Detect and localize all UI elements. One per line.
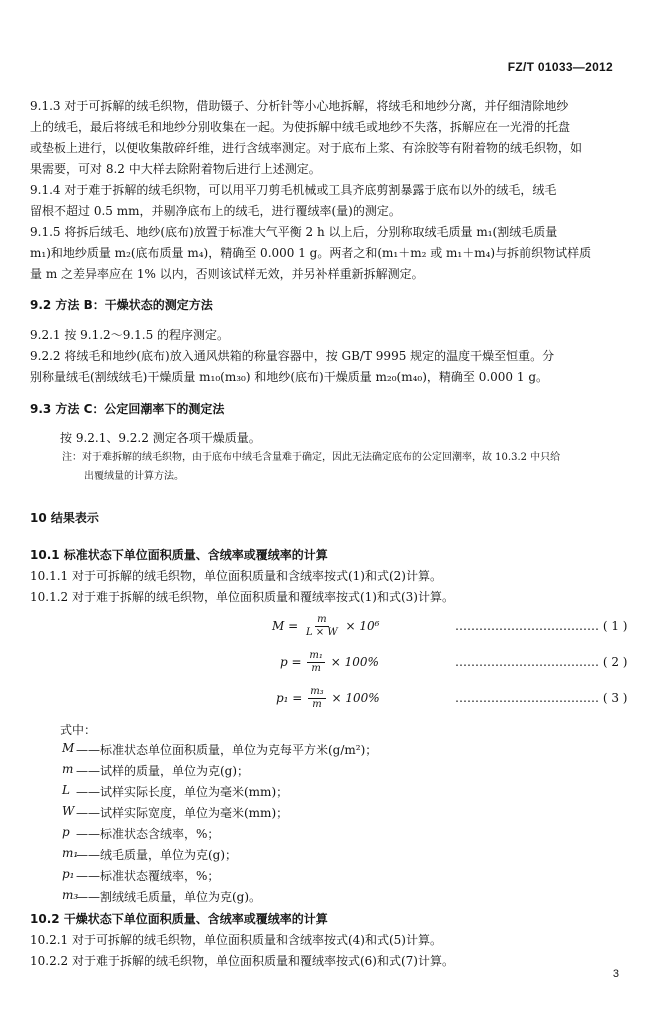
formula-1: [272, 614, 379, 639]
where-label: 式中：: [60, 723, 97, 737]
var-symbol: m₁: [62, 846, 79, 860]
section-10-1-title: 10.1 标准状态下单位面积质量、含绒率或覆绒率的计算: [30, 548, 328, 562]
var-symbol: m: [62, 762, 74, 776]
var-symbol: M: [62, 741, 75, 755]
formula-3-leader: [455, 691, 627, 705]
formula-2-lhs: p =: [280, 655, 302, 669]
formula-1-leader: [455, 619, 627, 633]
formula-3-rhs: × 100%: [331, 691, 380, 705]
para-9-1-4-line-1: 9.1.4 对于难于拆解的绒毛织物，可以用平刀剪毛机械或工具齐底剪割暴露于底布以外的绒毛，绒毛: [30, 183, 557, 197]
formula-2-denominator: m: [311, 663, 321, 674]
var-symbol: W: [62, 804, 75, 818]
para-10-2-1: 10.2.1 对于可拆解的绒毛织物，单位面积质量和含绒率按式(4)和式(5)计算。: [30, 933, 442, 947]
var-description: ——标准状态含绒率，%；: [76, 827, 220, 841]
formula-3-fraction: [308, 686, 326, 711]
formula-1-number: ( 1 ): [602, 619, 628, 633]
para-9-1-5-line-1: 9.1.5 将拆后绒毛、地纱(底布)放置于标准大气平衡 2 h 以上后，分别称取绒毛质量 m₁(割绒毛质量: [30, 225, 558, 239]
formula-2-numerator: m₁: [309, 650, 323, 661]
para-9-2-2-line-2: 别称量绒毛(割绒绒毛)干燥质量 m₁₀(m₃₀) 和地纱(底布)干燥质量 m₂₀(m₄₀)，精确至 0.000 1 g。: [30, 370, 549, 384]
var-description: ——试样实际宽度，单位为毫米(mm)；: [76, 806, 289, 820]
formula-1-fraction: [304, 614, 340, 639]
section-9-2-title: 9.2 方法 B：干燥状态的测定方法: [30, 298, 213, 312]
para-9-2-2-line-1: 9.2.2 将绒毛和地纱(底布)放入通风烘箱的称量容器中，按 GB/T 9995 规定的温度干燥至恒重。分: [30, 349, 555, 363]
formula-1-numerator: m: [317, 614, 327, 625]
var-description: ——标准状态单位面积质量，单位为克每平方米(g/m²)；: [76, 743, 378, 757]
var-symbol: L: [62, 783, 70, 797]
formula-2-dots: ………………………………: [455, 655, 599, 669]
para-9-1-3-line-1: 9.1.3 对于可拆解的绒毛织物，借助镊子、分析针等小心地拆解，将绒毛和地纱分离，并仔细清除地纱: [30, 99, 569, 113]
var-description: ——试样实际长度，单位为毫米(mm)；: [76, 785, 289, 799]
para-10-1-2: 10.1.2 对于难于拆解的绒毛织物，单位面积质量和覆绒率按式(1)和式(3)计算。: [30, 590, 454, 604]
section-10-title: 10 结果表示: [30, 511, 99, 525]
para-9-3-body: 按 9.2.1、9.2.2 测定各项干燥质量。: [60, 431, 261, 445]
para-9-1-5-line-2: m₁)和地纱质量 m₂(底布质量 m₄)，精确至 0.000 1 g。两者之和(m₁＋m₂ 或 m₁＋m₄)与拆前织物试样质: [30, 246, 592, 260]
section-9-3-title: 9.3 方法 C：公定回潮率下的测定法: [30, 402, 225, 416]
formula-1-denominator: L × W: [305, 627, 338, 638]
para-9-1-5-line-3: 量 m 之差异率应在 1% 以内，否则该试样无效，并另补样重新拆解测定。: [30, 267, 424, 281]
para-9-1-3-line-3: 或垫板上进行，以便收集散碎纤维，进行含绒率测定。对于底布上浆、有涂胶等有附着物的绒毛织物，如: [30, 141, 583, 155]
formula-1-rhs: × 10⁶: [345, 619, 380, 633]
var-description: ——绒毛质量，单位为克(g)；: [76, 848, 238, 862]
para-10-2-2: 10.2.2 对于难于拆解的绒毛织物，单位面积质量和覆绒率按式(6)和式(7)计算。: [30, 954, 454, 968]
formula-1-dots: ………………………………: [455, 619, 599, 633]
note-line-2: 出覆绒量的计算方法。: [84, 471, 184, 482]
para-9-2-1: 9.2.1 按 9.1.2～9.1.5 的程序测定。: [30, 328, 230, 342]
formula-2-number: ( 2 ): [602, 655, 628, 669]
note-line-1: 注：对于难拆解的绒毛织物，由于底布中绒毛含量难于确定，因此无法确定底布的公定回潮率，故 10.3.2 中只给: [62, 452, 561, 463]
section-10-2-title: 10.2 干燥状态下单位面积质量、含绒率或覆绒率的计算: [30, 912, 328, 926]
para-10-1-1: 10.1.1 对于可拆解的绒毛织物，单位面积质量和含绒率按式(1)和式(2)计算。: [30, 569, 442, 583]
formula-2: [280, 650, 379, 675]
var-description: ——割绒绒毛质量，单位为克(g)。: [76, 890, 262, 904]
formula-3-lhs: p₁ =: [276, 691, 303, 705]
standard-number: FZ/T 01033—2012: [507, 60, 613, 74]
formula-3-dots: ………………………………: [455, 691, 599, 705]
var-symbol: m₃: [62, 888, 79, 902]
formula-3-denominator: m: [312, 699, 322, 710]
para-9-1-4-line-2: 留根不超过 0.5 mm，并剔净底布上的绒毛，进行覆绒率(量)的测定。: [30, 204, 401, 218]
var-description: ——标准状态覆绒率，%；: [76, 869, 220, 883]
formula-3-number: ( 3 ): [602, 691, 628, 705]
para-9-1-3-line-4: 果需要，可对 8.2 中大样去除附着物后进行上述测定。: [30, 162, 321, 176]
formula-3-numerator: m₃: [310, 686, 324, 697]
para-9-1-3-line-2: 上的绒毛，最后将绒毛和地纱分别收集在一起。为使拆解中绒毛或地纱不失落，拆解应在一光滑的托盘: [30, 120, 571, 134]
var-symbol: p₁: [62, 867, 75, 881]
formula-3: [276, 686, 380, 711]
var-description: ——试样的质量，单位为克(g)；: [76, 764, 250, 778]
var-symbol: p: [62, 825, 70, 839]
formula-2-fraction: [307, 650, 325, 675]
formula-2-rhs: × 100%: [330, 655, 379, 669]
page-number: 3: [612, 968, 619, 980]
formula-1-lhs: M =: [272, 619, 299, 633]
formula-2-leader: [455, 655, 627, 669]
